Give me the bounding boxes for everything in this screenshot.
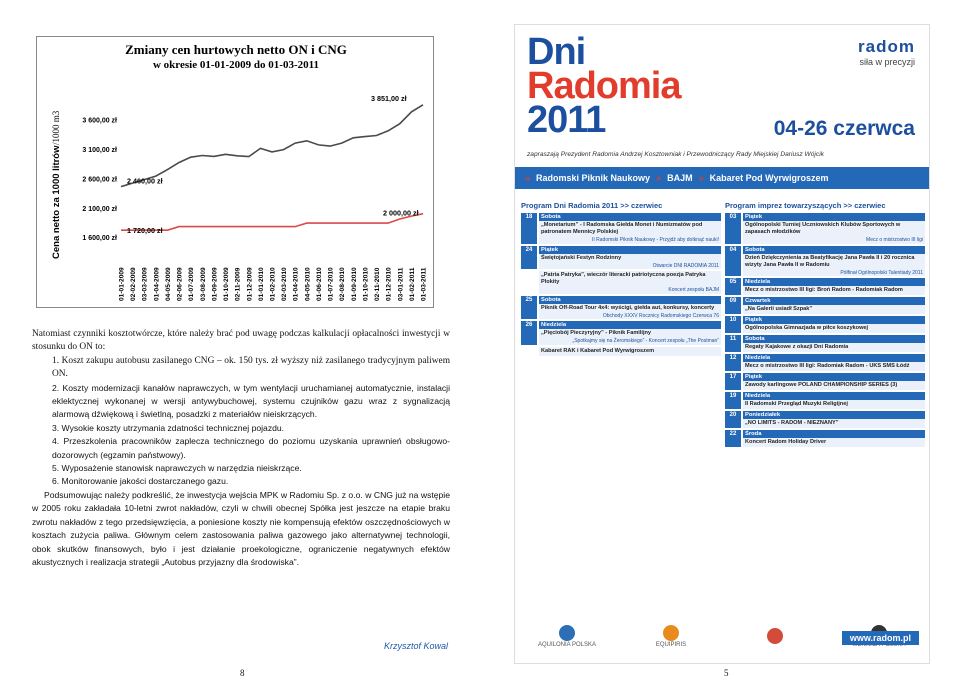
chart-svg	[37, 37, 435, 309]
radom-logo	[858, 37, 915, 67]
event-row	[521, 296, 721, 320]
arrow-icon: »	[525, 173, 531, 183]
y-axis-unit: /1000 m3	[51, 110, 61, 145]
event-date	[521, 347, 537, 356]
event-body	[743, 430, 925, 447]
x-tick-label: 01-02-2011	[408, 267, 416, 301]
event-title: Świętojański Festyn Rodzinny	[539, 254, 721, 263]
event-day: Poniedziałek	[743, 411, 925, 419]
event-title: Dzień Dziękczynienia za Beatyfikację Jana Pawła II i 20 rocznica wizyty Jana Pawła II w Radomiu	[743, 254, 925, 270]
x-tick-label: 04-05-2010	[304, 267, 312, 301]
event-body	[539, 271, 721, 294]
author-signature: Krzysztof Kowal	[383, 641, 448, 651]
event-detail: Półfinał Ogólnopolski Talentiady 2011	[743, 270, 925, 277]
event-title: Ogólnopolska Gimnazjada w piłce koszykowej	[743, 324, 925, 333]
x-tick-label: 02-08-2010	[339, 267, 347, 301]
event-detail: Mecz o mistrzostwo III ligi	[743, 237, 925, 244]
event-row	[725, 278, 925, 295]
event-row	[725, 392, 925, 409]
event-row	[521, 347, 721, 356]
event-body	[743, 316, 925, 333]
event-body	[743, 246, 925, 277]
event-title: Regaty Kajakowe z okazji Dni Radomia	[743, 343, 925, 352]
event-detail: Koncert zespołu BAJM	[539, 287, 721, 294]
price-chart	[36, 36, 434, 308]
event-row	[521, 213, 721, 244]
x-tick-label: 01-09-2010	[350, 267, 358, 301]
sponsor-emblem-icon	[767, 628, 783, 644]
event-title: „Monetarium” - I Radomska Giełda Monet i Numizmatów pod patronatem Mennicy Polskiej	[539, 221, 721, 237]
event-body	[743, 411, 925, 428]
program-column-side	[725, 201, 925, 449]
event-row	[725, 430, 925, 447]
sponsor-emblem-icon	[663, 625, 679, 641]
event-row	[725, 297, 925, 314]
event-row	[521, 271, 721, 294]
sponsor-logo	[641, 625, 701, 648]
article-text	[32, 328, 450, 569]
highlight-item: Radomski Piknik Naukowy	[536, 173, 651, 183]
logo-slogan: siła w precyzji	[859, 57, 915, 67]
event-date: 22	[725, 430, 741, 447]
event-row	[725, 373, 925, 390]
event-body	[743, 297, 925, 314]
data-label: 2 000,00 zł	[383, 208, 419, 218]
y-tick-label: 3 600,00 zł	[82, 117, 117, 125]
event-body	[539, 296, 721, 320]
event-date: 09	[725, 297, 741, 314]
event-date: 12	[725, 354, 741, 371]
page-number: 8	[240, 668, 245, 678]
sponsor-name: AQUILONIA POLSKA	[537, 641, 597, 648]
intro-paragraph: Natomiast czynniki kosztotwórcze, które należy brać pod uwagę podczas kalkulacji opłacalności inwestycji w stosunku do ON to:	[32, 329, 450, 353]
list-item: 5. Wyposażenie stanowisk naprawczych w narzędzia nieiskrzące.	[52, 463, 302, 474]
poster-dates: 04-26 czerwca	[773, 117, 915, 140]
right-page	[480, 0, 960, 679]
x-tick-label: 03-08-2009	[199, 267, 207, 301]
event-title: „Pięciobój Pieczyryjny” - Piknik Familijny	[539, 329, 721, 338]
event-day: Niedziela	[743, 278, 925, 286]
event-day: Czwartek	[743, 297, 925, 305]
event-body	[743, 213, 925, 244]
event-day: Sobota	[539, 296, 721, 304]
sponsor-name: EQUIPIRIS	[655, 641, 687, 648]
event-day: Piątek	[743, 213, 925, 221]
list-item: 6. Monitorowanie jakości dostarczanego gazu.	[52, 476, 229, 487]
event-body	[539, 246, 721, 270]
event-day: Sobota	[743, 335, 925, 343]
event-date: 10	[725, 316, 741, 333]
x-tick-label: 01-12-2009	[246, 267, 254, 301]
event-detail: „Spotkajmy się na Żeromskiego” - Koncert zespołu „The Postman”	[539, 338, 721, 345]
event-date: 04	[725, 246, 741, 277]
event-date: 24	[521, 246, 537, 270]
event-day: Niedziela	[743, 354, 925, 362]
event-poster	[514, 24, 930, 664]
event-day: Sobota	[539, 213, 721, 221]
column-heading: Program imprez towarzyszących >> czerwiec	[725, 201, 886, 210]
summary-paragraph: Podsumowując należy podkreślić, że inwestycja wejścia MPK w Radomiu Sp. z o.o. w CNG już na wstępie w 2005 roku zakładała 10-letni zwrot nakładów, czyli w chwili obecnej Spółka jest jeszcze na etapie braku zwrotu nakładów z tego przedsięwzięcia, a poniesione koszty nie kompensują efektów oszczędnościowych w kosztach zużycia paliwa. Głównym celem zastosowania paliwa gazowego jako alternatywnej technologii, obok skutków finansowych, było i jest działanie proekologiczne, ograniczenie negatywnych efektów akustycznych i realizacja strategii „Autobus przyjazny dla środowiska”.	[32, 489, 450, 567]
data-label: 1 720,00 zł	[127, 226, 163, 236]
column-heading: Program Dni Radomia 2011 >> czerwiec	[521, 201, 663, 210]
series-line	[121, 105, 423, 187]
x-tick-label: 03-03-2009	[141, 267, 149, 301]
event-row	[521, 246, 721, 270]
event-title: „NO LIMITS - RADOM - NIEZNANY”	[743, 419, 925, 428]
chart-title: Zmiany cen hurtowych netto ON i CNG	[125, 42, 347, 57]
event-day: Piątek	[743, 316, 925, 324]
x-tick-label: 01-01-2010	[257, 267, 265, 301]
chart-subtitle: w okresie 01-01-2009 do 01-03-2011	[152, 59, 320, 71]
x-tick-label: 01-10-2009	[223, 267, 231, 301]
x-tick-label: 02-06-2009	[176, 267, 184, 301]
event-list	[521, 213, 721, 356]
x-tick-label: 01-12-2010	[385, 267, 393, 301]
event-day: Niedziela	[743, 392, 925, 400]
y-axis-label: Cena netto za 1000 litrów	[51, 145, 62, 259]
event-day: Sobota	[743, 246, 925, 254]
event-day: Piątek	[539, 246, 721, 254]
x-tick-label: 02-11-2009	[234, 267, 242, 301]
logo-name: radom	[858, 37, 915, 56]
event-body	[743, 373, 925, 390]
event-body	[539, 347, 721, 356]
event-body	[743, 278, 925, 295]
highlight-item: BAJM	[667, 173, 693, 183]
website-link[interactable]: www.radom.pl	[842, 631, 919, 645]
event-row	[725, 354, 925, 371]
event-title: Mecz o mistrzostwo III ligi: Radomiak Radom - UKS SMS Łódź	[743, 362, 925, 371]
event-detail: II Radomski Piknik Naukowy - Przyjdź aby dotknąć nauki!	[539, 237, 721, 244]
sponsor-logo	[537, 625, 597, 648]
event-date: 17	[725, 373, 741, 390]
event-date	[521, 271, 537, 294]
event-body	[743, 354, 925, 371]
x-tick-label: 02-02-2009	[130, 267, 138, 301]
series-line	[121, 214, 423, 231]
x-tick-label: 01-01-2009	[118, 267, 126, 301]
event-title: Mecz o mistrzostwo III ligi: Broń Radom - Radomiak Radom	[743, 286, 925, 295]
x-tick-label: 01-07-2010	[327, 267, 335, 301]
event-row	[725, 316, 925, 333]
event-date: 18	[521, 213, 537, 244]
event-title: II Radomski Przegląd Muzyki Religijnej	[743, 400, 925, 409]
event-title: „Na Galerii usiadł Szpak”	[743, 305, 925, 314]
event-detail: Obchody XXXV Rocznicy Radomskiego Czerwca 76	[539, 313, 721, 320]
x-tick-label: 01-04-2010	[292, 267, 300, 301]
event-title: Zawody karlingowe POLAND CHAMPIONSHIP SERIES (3)	[743, 381, 925, 390]
event-list	[725, 213, 925, 447]
poster-title-line: Radomia	[527, 65, 681, 107]
x-tick-label: 01-06-2010	[315, 267, 323, 301]
data-label: 3 851,00 zł	[371, 93, 407, 103]
event-title: Kabaret RAK i Kabaret Pod Wyrwigroszem	[539, 347, 721, 356]
poster-invite: zapraszają Prezydent Radomia Andrzej Kosztowniak i Przewodniczący Rady Miejskiej Dariusz Wójcik	[527, 151, 824, 158]
highlight-item: Kabaret Pod Wyrwigroszem	[709, 173, 829, 183]
x-tick-label: 02-11-2010	[374, 267, 382, 301]
sponsor-logo	[745, 628, 805, 645]
highlight-bar	[515, 167, 930, 189]
event-date: 11	[725, 335, 741, 352]
x-tick-label: 02-03-2010	[281, 267, 289, 301]
y-tick-label: 2 100,00 zł	[82, 205, 117, 213]
poster-title-line: 2011	[527, 99, 606, 141]
event-day: Piątek	[743, 373, 925, 381]
event-date: 05	[725, 278, 741, 295]
x-tick-label: 04-05-2009	[164, 267, 172, 301]
x-tick-label: 03-01-2011	[397, 267, 405, 301]
event-date: 26	[521, 321, 537, 345]
event-date: 25	[521, 296, 537, 320]
poster-title	[527, 31, 681, 141]
event-title: Piknik Off-Road Tour 4x4: wyścigi, giełda aut, konkursy, koncerty	[539, 304, 721, 313]
page-number: 5	[724, 668, 729, 678]
sponsor-emblem-icon	[559, 625, 575, 641]
y-tick-label: 1 600,00 zł	[82, 235, 117, 243]
x-tick-label: 01-03-2011	[420, 267, 428, 301]
x-tick-label: 01-07-2009	[188, 267, 196, 301]
event-day: Środa	[743, 430, 925, 438]
event-date: 19	[725, 392, 741, 409]
event-title: „Patria Patrykа”, wieczór literacki patriotyczna poezja Patryka Plokity	[539, 271, 721, 287]
event-body	[743, 335, 925, 352]
poster-title-line: Dni	[527, 31, 586, 73]
arrow-icon: »	[698, 173, 704, 183]
event-date: 20	[725, 411, 741, 428]
event-body	[539, 321, 721, 345]
event-body	[539, 213, 721, 244]
x-tick-label: 01-02-2010	[269, 267, 277, 301]
list-item: 3. Wysokie koszty utrzymania zdatności technicznej pojazdu.	[52, 422, 285, 433]
arrow-icon: »	[656, 173, 662, 183]
event-row	[521, 321, 721, 345]
x-tick-label: 01-09-2009	[211, 267, 219, 301]
event-date: 03	[725, 213, 741, 244]
x-tick-label: 01-10-2010	[362, 267, 370, 301]
program-column-main	[521, 201, 721, 358]
list-item: 2. Koszty modernizacji kanałów naprawczych, w tym wentylacji uruchamianej automatycznie, instalacji eklektycznej wykonanej w wersji antywybuchowej, systemu czujników gazu wraz z sygnalizacją alarmową dźwiękową i świetlną, posadzki z materiałów nieiskrzących.	[52, 382, 450, 420]
event-row	[725, 246, 925, 277]
data-label: 2 460,00 zł	[127, 176, 163, 186]
event-detail: Otwarcie DNI RADOMIA 2011	[539, 263, 721, 270]
event-row	[725, 213, 925, 244]
list-item: 1. Koszt zakupu autobusu zasilanego CNG – ok. 150 tys. zł wyższy niż zasilanego tradycyjnym paliwem ON.	[52, 355, 450, 380]
event-row	[725, 335, 925, 352]
y-tick-label: 3 100,00 zł	[82, 147, 117, 154]
list-item: 4. Przeszkolenia pracowników zaplecza technicznego do poziomu uzyskania uprawnień obsługowo-dozorowych (egzamin państwowy).	[52, 436, 450, 460]
event-title: Ogólnopolski Turniej Uczniowskich Klubów Sportowych w zapasach młodzików	[743, 221, 925, 237]
event-day: Niedziela	[539, 321, 721, 329]
event-title: Koncert Radom Holiday Driver	[743, 438, 925, 447]
event-body	[743, 392, 925, 409]
event-row	[725, 411, 925, 428]
x-tick-label: 01-04-2009	[153, 267, 161, 301]
y-tick-label: 2 600,00 zł	[82, 176, 117, 184]
